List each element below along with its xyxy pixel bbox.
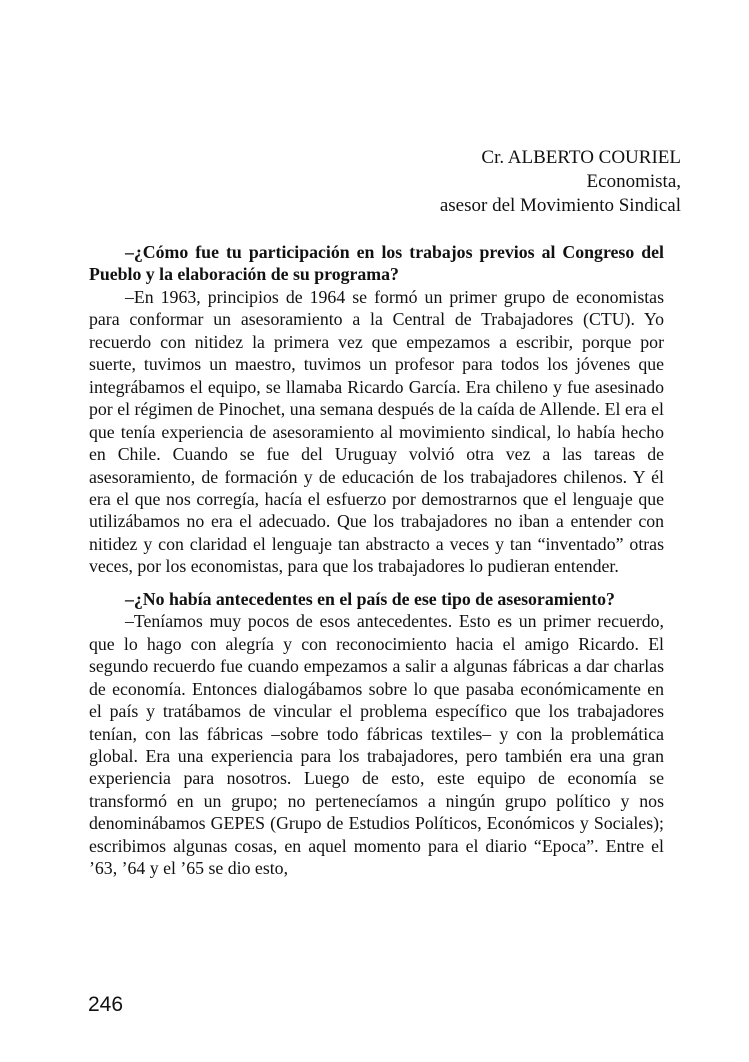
author-header — [440, 146, 681, 218]
interview-body — [89, 241, 664, 880]
answer-2: –Teníamos muy pocos de esos antecedentes. Esto es un primer recuerdo, que lo hago con alegría y con reconocimiento hacia el amigo Ricardo. El segundo recuerdo fue cuando empezamos a salir a algunas fábricas a dar charlas de economía. Entonces dialogábamos sobre lo que pasaba económicamente en el país y tratábamos de vincular el problema específico que los trabajadores tenían, con las fábricas –sobre todo fábricas textiles– y con la problemática global. Era una experiencia para los trabajadores, pero también era una gran experiencia para nosotros. Luego de esto, este equipo de economía se transformó en un grupo; no pertenecíamos a ningún grupo político y nos denominábamos GEPES (Grupo de Estudios Políticos, Económicos y Sociales); escribimos algunas cosas, en aquel momento para el diario “Epoca”. Entre el ’63, ’64 y el ’65 se dio esto, — [89, 611, 664, 879]
question-1: –¿Cómo fue tu participación en los trabajos previos al Congreso del Pueblo y la elaboración de su programa? — [89, 242, 664, 285]
page-number: 246 — [88, 993, 124, 1016]
question-2: –¿No había antecedentes en el país de ese tipo de asesoramiento? — [125, 588, 615, 609]
author-role: asesor del Movimiento Sindical — [439, 195, 681, 216]
answer-1: –En 1963, principios de 1964 se formó un primer grupo de economistas para conformar un asesoramiento a la Central de Trabajadores (CTU). Yo recuerdo con nitidez la primera vez que empezamos a escribir, porque por suerte, tuvimos un maestro, tuvimos un profesor para todos los jóvenes que integrábamos el equipo, se llamaba Ricardo García. Era chileno y fue asesinado por el régimen de Pinochet, una semana después de la caída de Allende. El era el que tenía experiencia de asesoramiento al movimiento sindical, lo había hecho en Chile. Cuando se fue del Uruguay volvió otra vez a las tareas de asesoramiento, de formación y de educación de los trabajadores chilenos. Y él era el que nos corregía, hacía el esfuerzo por demostrarnos que el lenguaje que utilizábamos no era el adecuado. Que los trabajadores no iban a entender con nitidez y con claridad el lenguaje tan abstracto a veces y tan “inventado” otras veces, por los economistas, para que los trabajadores lo pudieran entender. — [89, 286, 664, 577]
author-profession: Economista, — [586, 171, 681, 192]
author-name: Cr. ALBERTO COURIEL — [481, 147, 681, 168]
